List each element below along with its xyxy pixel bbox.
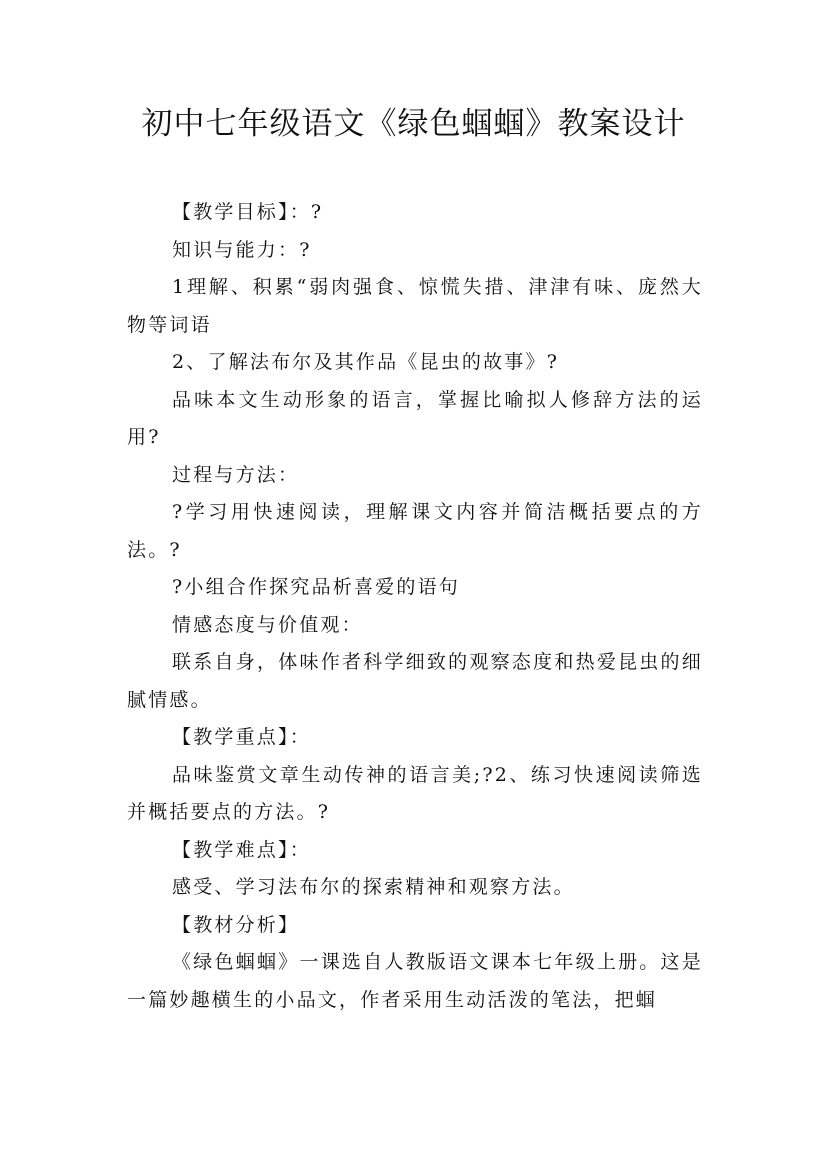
paragraph-key-points: 品味鉴赏文章生动传神的语言美;?2、练习快速阅读筛选并概括要点的方法。? [127, 763, 703, 823]
paragraph-author-works: 2、了解法布尔及其作品《昆虫的故事》? [172, 351, 560, 373]
paragraph-difficulties: 感受、学习法布尔的探索精神和观察方法。 [172, 876, 575, 898]
paragraph-attitude-values: 情感态度与价值观： [172, 613, 363, 636]
document-body [127, 194, 703, 1019]
paragraph-fast-reading: ?学习用快速阅读，理解课文内容并简洁概括要点的方法。? [127, 501, 703, 561]
document-title: 初中七年级语文《绿色蝈蝈》教案设计 [141, 106, 686, 142]
paragraph-process-method: 过程与方法： [172, 463, 300, 486]
paragraph-objectives-heading: 【教学目标】：? [172, 201, 324, 223]
paragraph-key-points-heading: 【教学重点】： [172, 726, 311, 748]
paragraph-analysis: 《绿色蝈蝈》一课选自人教版语文课本七年级上册。这是一篇妙趣横生的小品文，作者采用生动活泼的笔法，把蝈 [127, 951, 703, 1011]
paragraph-observation: 联系自身，体味作者科学细致的观察态度和热爱昆虫的细腻情感。 [127, 651, 703, 711]
paragraph-analysis-heading: 【教材分析】 [172, 913, 300, 936]
paragraph-knowledge-ability: 知识与能力：? [172, 238, 312, 261]
paragraph-vocabulary: 1理解、积累“弱肉强食、惊慌失措、津津有味、庞然大物等词语 [127, 276, 703, 336]
paragraph-rhetoric: 品味本文生动形象的语言，掌握比喻拟人修辞方法的运用? [127, 388, 703, 448]
paragraph-difficulties-heading: 【教学难点】： [172, 838, 311, 861]
paragraph-group-work: ?小组合作探究品析喜爱的语句 [172, 576, 460, 598]
